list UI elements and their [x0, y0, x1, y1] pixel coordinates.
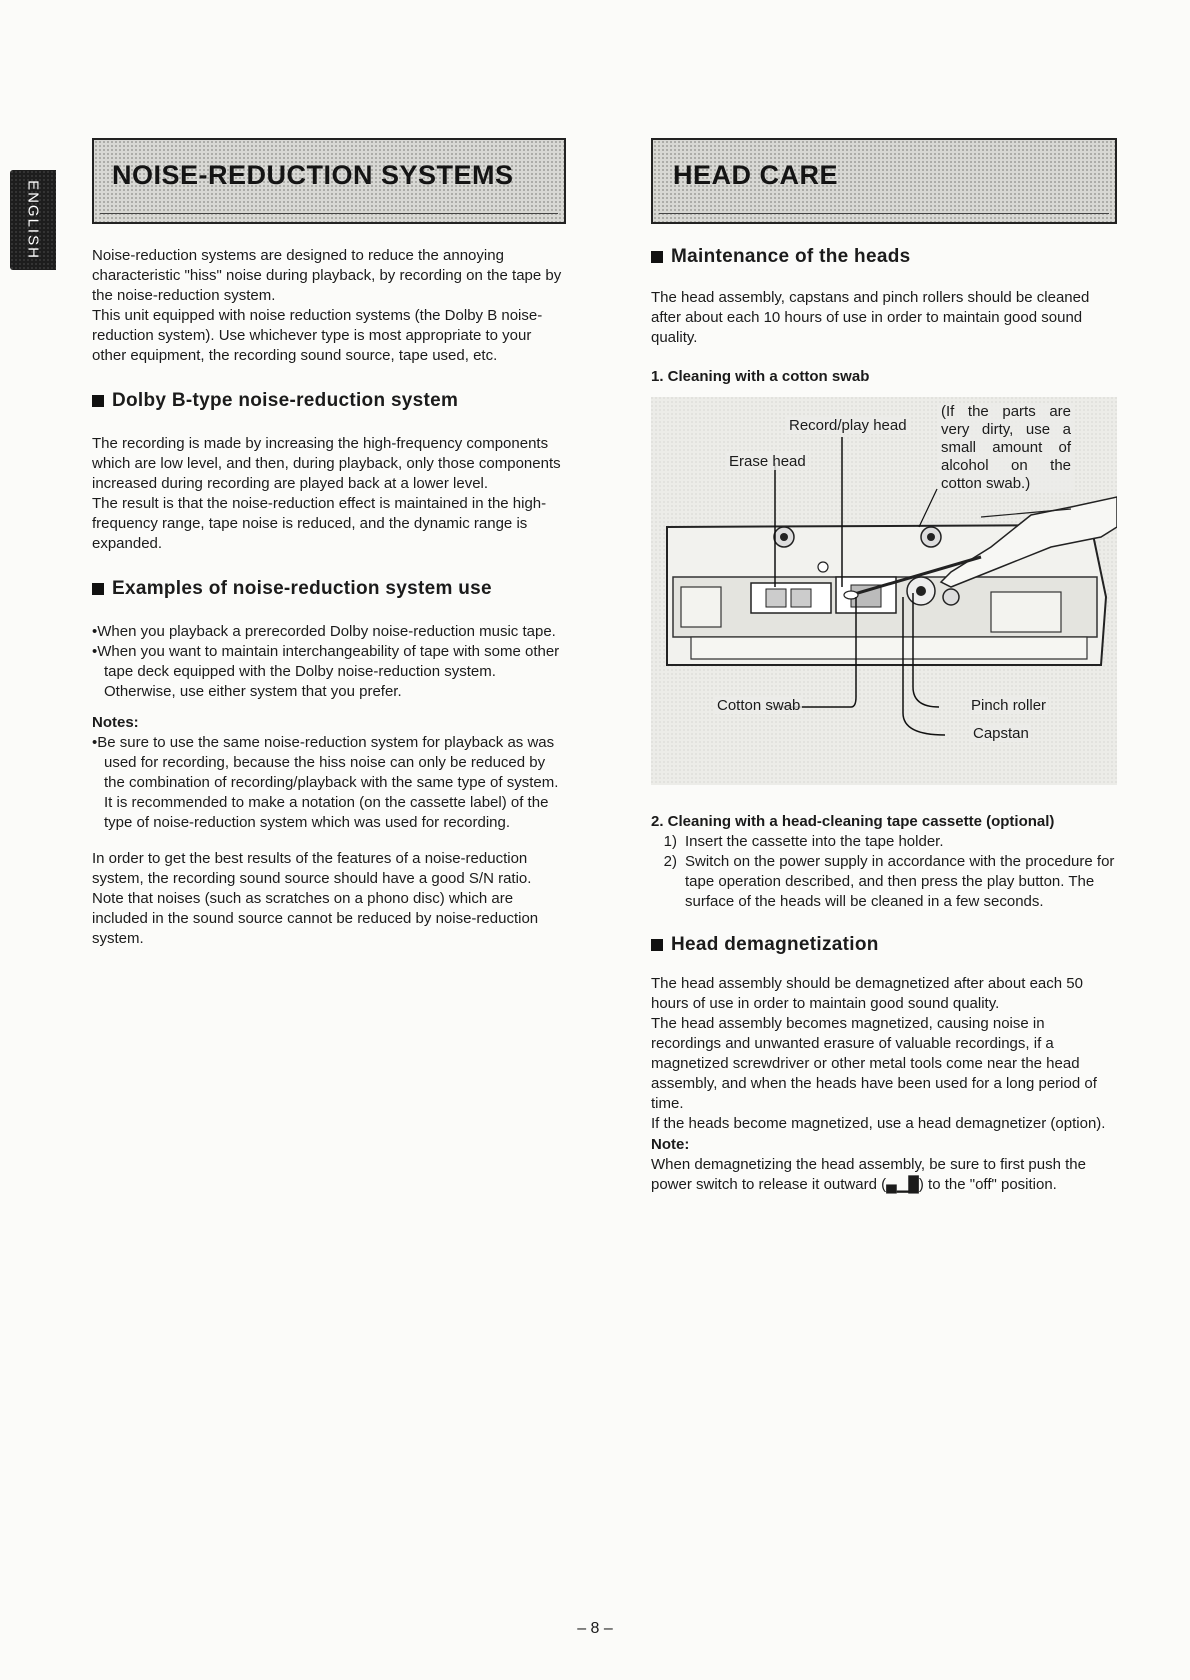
note-item: •Be sure to use the same noise-reduction system for playback as was used for recording, because the hiss noise can only be reduced by the combination of recording/playback with the same type of system. — [92, 734, 559, 791]
language-tab-label: ENGLISH — [24, 180, 42, 260]
cotton-swab-label: Cotton swab — [717, 697, 801, 714]
intro-section — [92, 246, 566, 366]
notes-title: Notes: — [92, 714, 139, 731]
head-cleaning-figure — [651, 397, 1117, 785]
erase-head-label: Erase head — [729, 453, 806, 470]
demag-heading: Head demagnetization — [651, 934, 1117, 956]
head-care-banner — [651, 138, 1117, 224]
square-bullet-icon — [651, 939, 663, 951]
examples-heading: Examples of noise-reduction system use — [92, 578, 566, 600]
square-bullet-icon — [92, 583, 104, 595]
note-item: It is recommended to make a notation (on the cassette label) of the type of noise-reduction system which was used for recording. — [104, 794, 549, 831]
closing-section — [92, 849, 566, 949]
dolby-paragraph: The recording is made by increasing the high-frequency components which are low level, and then, during playback, only those components increased during recording are played back at a lower level. — [92, 435, 561, 492]
example-bullet: •When you playback a prerecorded Dolby noise-reduction music tape. — [92, 623, 556, 640]
capstan-label: Capstan — [973, 725, 1029, 742]
closing-paragraph: Note that noises (such as scratches on a phono disc) which are included in the sound source cannot be reduced by noise-reduction system. — [92, 890, 539, 947]
left-column — [92, 138, 566, 949]
demag-paragraph: If the heads become magnetized, use a head demagnetizer (option). — [651, 1115, 1106, 1132]
dolby-paragraph: The result is that the noise-reduction effect is maintained in the high-frequency range, tape noise is reduced, and the dynamic range is expanded. — [92, 495, 547, 552]
maintenance-paragraph: The head assembly, capstans and pinch rollers should be cleaned after about each 10 hours of use in order to maintain good sound quality. — [651, 289, 1090, 346]
demag-note-text: When demagnetizing the head assembly, be sure to first push the power switch to release it outward (▄▁█) to the "off" position. — [651, 1156, 1086, 1193]
intro-paragraph: Noise-reduction systems are designed to reduce the annoying characteristic "hiss" noise during playback, by recording on the tape by the noise-reduction system. — [92, 247, 562, 304]
demag-paragraph: The head assembly should be demagnetized after about each 50 hours of use in order to maintain good sound quality. — [651, 975, 1083, 1012]
page-number: – 8 – — [577, 1620, 613, 1637]
dirty-parts-note: (If the parts are very dirty, use a small amount of alcohol on the cotton swab.) — [941, 403, 1071, 492]
step2-list — [651, 832, 1117, 912]
intro-paragraph: This unit equipped with noise reduction systems (the Dolby B noise-reduction system). Use whichever type is most appropriate to your other equipment, the recording sound source, tape used, etc. — [92, 307, 543, 364]
noise-reduction-banner — [92, 138, 566, 224]
head-care-title: HEAD CARE — [673, 160, 839, 190]
list-item: 2) Switch on the power supply in accordance with the procedure for tape operation described, and then press the play button. The surface of the heads will be cleaned in a few seconds. — [663, 853, 1115, 910]
square-bullet-icon — [651, 251, 663, 263]
list-item: 1) Insert the cassette into the tape holder. — [663, 833, 944, 850]
example-bullet: •When you want to maintain interchangeability of tape with some other tape deck equipped with the Dolby noise-reduction system. Otherwise, use either system that you prefer. — [92, 643, 560, 700]
step2-title: 2. Cleaning with a head-cleaning tape cassette (optional) — [651, 813, 1055, 830]
language-tab — [10, 170, 56, 270]
record-play-head-label: Record/play head — [789, 417, 907, 434]
dolby-heading: Dolby B-type noise-reduction system — [92, 390, 566, 412]
square-bullet-icon — [92, 395, 104, 407]
maintenance-heading: Maintenance of the heads — [651, 246, 1117, 268]
step1-title: 1. Cleaning with a cotton swab — [651, 368, 870, 385]
demag-note-title: Note: — [651, 1136, 690, 1153]
demag-paragraph: The head assembly becomes magnetized, causing noise in recordings and unwanted erasure of valuable recordings, if a magnetized screwdriver or other metal tools come near the head assembly, and when the heads have been used for a long period of time. — [651, 1015, 1097, 1112]
noise-reduction-title: NOISE-REDUCTION SYSTEMS — [112, 160, 514, 190]
closing-paragraph: In order to get the best results of the features of a noise-reduction system, the recording sound source should have a good S/N ratio. — [92, 850, 532, 887]
pinch-roller-label: Pinch roller — [971, 697, 1047, 714]
right-column — [651, 138, 1117, 1195]
